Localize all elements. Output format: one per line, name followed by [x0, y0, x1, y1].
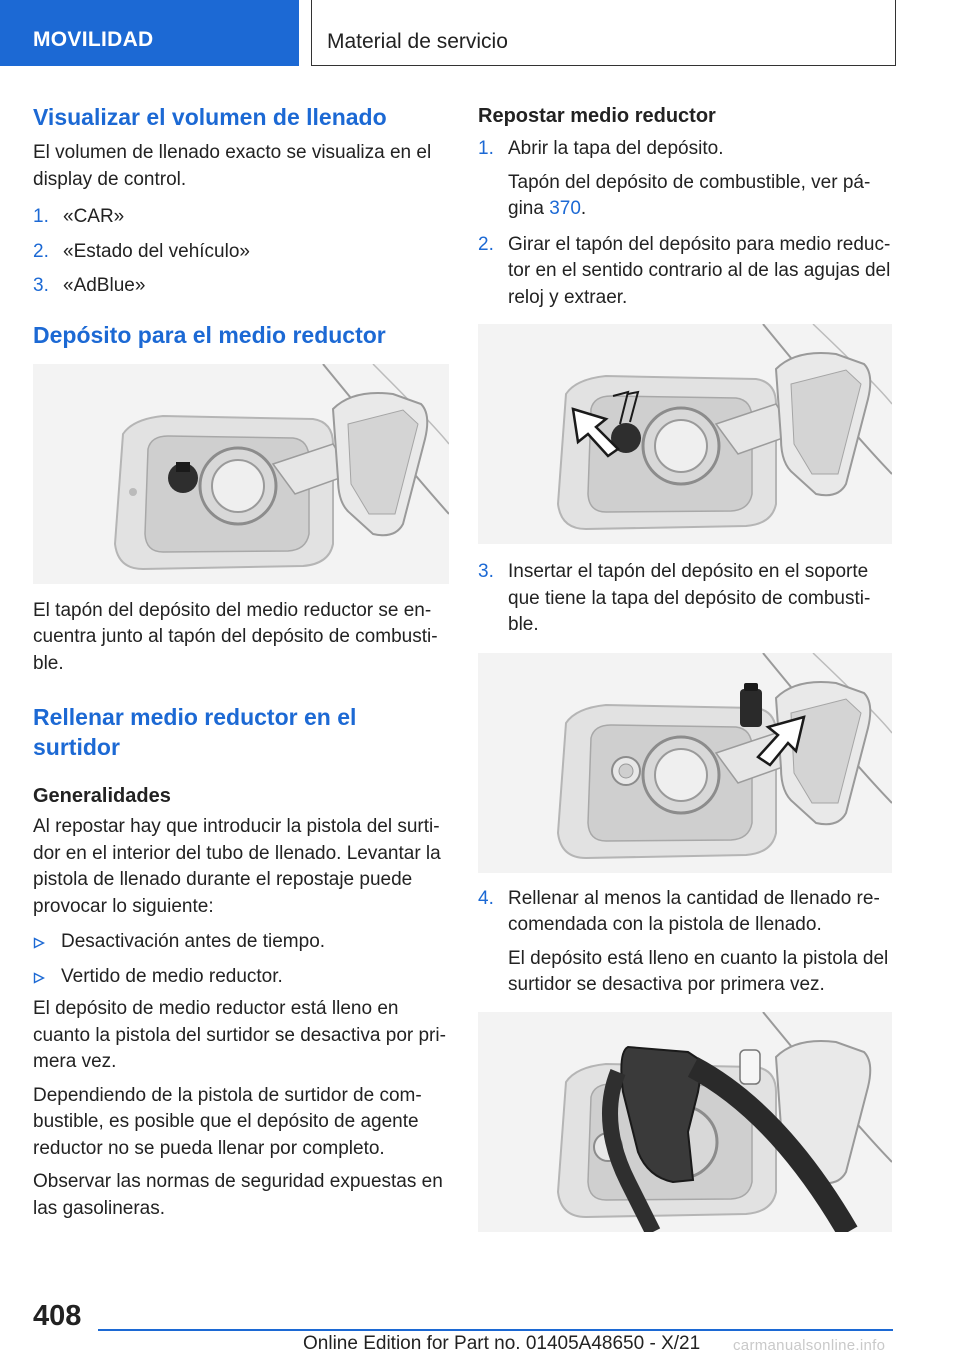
header-chapter-label: Material de servicio: [327, 30, 508, 53]
step-note-text: Tapón del depósito de combustible, ver página: [508, 171, 871, 219]
page-link[interactable]: 370: [549, 198, 581, 219]
step-text: Girar el tapón del depósito para medio reductor en el sentido contrario al de las agujas del reloj y extraer.: [508, 233, 891, 308]
triangle-right-outline-icon: [33, 972, 45, 984]
header-section-tab: [0, 0, 299, 66]
list-item: [478, 559, 892, 639]
paragraph-dependiendo: Dependiendo de la pistola de surtidor de combustible, es posible que el depósito de agente reductor no se pueda llenar por completo.: [33, 1084, 422, 1159]
step-number: 2.: [478, 233, 494, 255]
paragraph-visualizar: El volumen de llenado exacto se visualiza en el display de control.: [33, 142, 432, 190]
footer-edition: Online Edition for Part no. 01405A48650 - X/21: [303, 1333, 701, 1354]
step-number: 1.: [33, 206, 49, 227]
step-text: «AdBlue»: [63, 275, 146, 296]
step-note: [478, 170, 892, 223]
page-number: 408: [33, 1300, 82, 1332]
paragraph-generalidades: Al repostar hay que introducir la pistola del surtidor en el interior del tubo de llenado. Levantar la pistola de llenado durante el repostaje puede provocar lo siguiente:: [33, 816, 441, 917]
heading-deposito: Depósito para el medio reductor: [33, 321, 386, 348]
watermark: carmanualsonline.info: [733, 1337, 886, 1354]
step-number: 2.: [33, 240, 49, 262]
bullet-text: Desactivación antes de tiempo.: [61, 931, 326, 952]
paragraph-deposito: El tapón del depósito del medio reductor se encuentra junto al tapón del depósito de combustible.: [33, 599, 438, 674]
step-text: «CAR»: [63, 206, 125, 227]
list-item: [33, 273, 449, 300]
list-item: [478, 136, 892, 163]
steps-visualizar-list: [33, 204, 449, 300]
list-item: [33, 964, 449, 991]
list-item: [478, 886, 892, 939]
bullet-list: [33, 929, 449, 990]
list-item: [33, 239, 449, 266]
figure-fuel-flap-open: [33, 364, 449, 584]
step-note-text: El depósito está lleno en cuanto la pistola del surtidor se desactiva por primera vez.: [508, 947, 889, 995]
footer-rule: [98, 1329, 893, 1331]
step-note-end: .: [580, 198, 587, 219]
paragraph-observar: Observar las normas de seguridad expuestas en las gasolineras.: [33, 1171, 443, 1219]
step-text: Insertar el tapón del depósito en el soporte que tiene la tapa del depósito de combustible.: [508, 561, 871, 635]
heading-repostar: Repostar medio reductor: [478, 105, 716, 127]
header-chapter-box: [311, 0, 896, 66]
header-section-label: MOVILIDAD: [33, 28, 154, 51]
figure-insert-cap-holder: [478, 653, 892, 873]
left-column: [33, 100, 449, 1222]
right-column: [478, 100, 892, 1232]
step-number: 4.: [478, 887, 494, 909]
step-number: 1.: [478, 138, 494, 159]
heading-visualizar: Visualizar el volumen de llenado: [33, 104, 387, 130]
figure-remove-cap: [478, 324, 892, 544]
step-text: Rellenar al menos la cantidad de llenado recomendada con la pistola de llenado.: [508, 887, 880, 935]
list-item: [33, 929, 449, 956]
heading-rellenar: Rellenar medio reductor en el surtidor: [33, 704, 357, 760]
triangle-right-outline-icon: [33, 937, 45, 949]
paragraph-lleno: El depósito de medio reductor está lleno en cuanto la pistola del surtidor se desactiva por primera vez.: [33, 998, 446, 1072]
heading-generalidades: Generalidades: [33, 785, 171, 807]
list-item: [33, 204, 449, 231]
figure-fuel-nozzle: [478, 1012, 892, 1232]
step-text: «Estado del vehículo»: [63, 240, 250, 262]
step-number: 3.: [33, 275, 49, 296]
step-text: Abrir la tapa del depósito.: [508, 138, 724, 159]
bullet-text: Vertido de medio reductor.: [61, 965, 283, 987]
step-number: 3.: [478, 561, 494, 582]
step-note: [478, 946, 892, 999]
list-item: [478, 232, 892, 312]
